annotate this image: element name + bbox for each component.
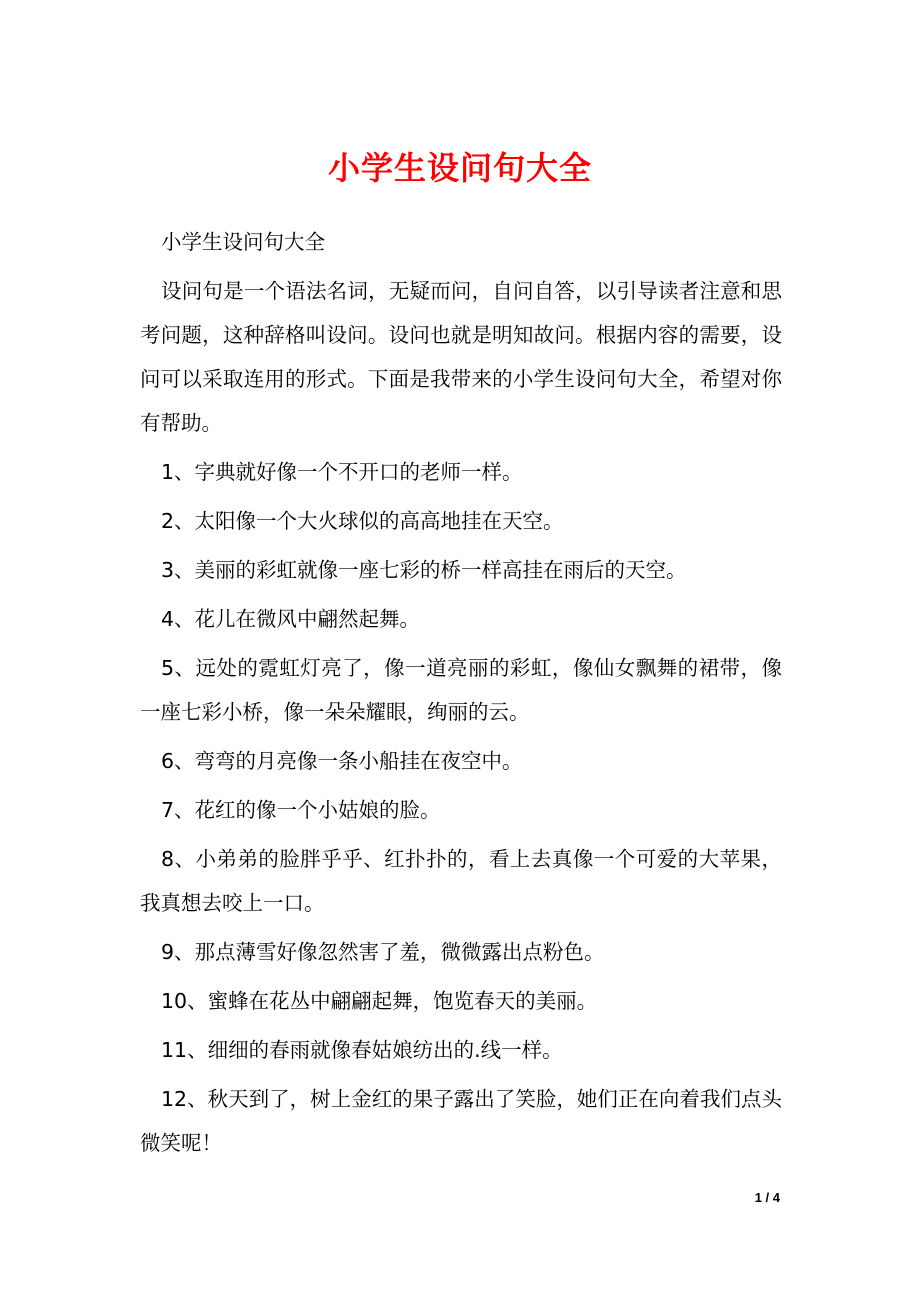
list-item: 11、细细的春雨就像春姑娘纺出的.线一样。 — [161, 1038, 563, 1062]
document-title: 小学生设问句大全 — [327, 149, 592, 187]
page-number: 1 / 4 — [754, 1190, 780, 1205]
paragraph-intro: 设问句是一个语法名词，无疑而问，自问自答，以引导读者注意和思考问题，这种辞格叫设问。设问也就是明知故问。根据内容的需要，设问可以采取连用的形式。下面是我带来的小学生设问句大全，希望对你有帮助。 — [140, 279, 782, 435]
list-item: 5、远处的霓虹灯亮了，像一道亮丽的彩虹，像仙女飘舞的裙带，像一座七彩小桥，像一朵朵耀眼，绚丽的云。 — [140, 656, 782, 724]
list-item: 6、弯弯的月亮像一条小船挂在夜空中。 — [161, 749, 523, 773]
document-body — [140, 220, 782, 1170]
list-item: 1、字典就好像一个不开口的老师一样。 — [161, 460, 523, 484]
list-item: 4、花儿在微风中翩然起舞。 — [161, 607, 421, 631]
list-item: 3、美丽的彩虹就像一座七彩的桥一样高挂在雨后的天空。 — [161, 558, 687, 582]
list-item: 8、小弟弟的脸胖乎乎、红扑扑的，看上去真像一个可爱的大苹果，我真想去咬上一口。 — [140, 847, 782, 915]
list-item: 10、蜜蜂在花丛中翩翩起舞，饱览春天的美丽。 — [161, 989, 598, 1013]
list-item: 12、秋天到了，树上金红的果子露出了笑脸，她们正在向着我们点头微笑呢！ — [140, 1087, 782, 1155]
paragraph-subtitle: 小学生设问句大全 — [161, 230, 325, 254]
list-item: 9、那点薄雪好像忽然害了羞，微微露出点粉色。 — [161, 940, 605, 964]
list-item: 7、花红的像一个小姑娘的脸。 — [161, 798, 441, 822]
list-item: 2、太阳像一个大火球似的高高地挂在天空。 — [161, 509, 564, 533]
